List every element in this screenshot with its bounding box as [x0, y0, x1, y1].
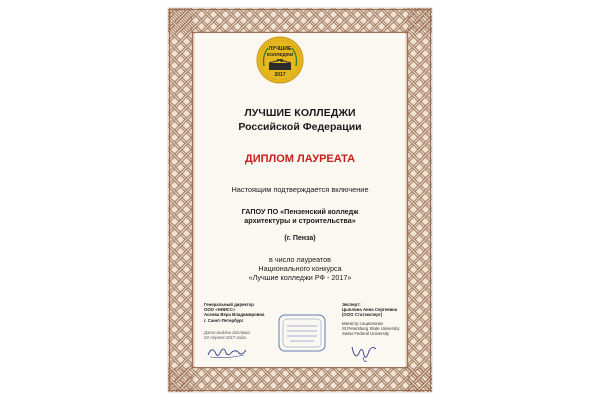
- expert-block: [342, 302, 422, 318]
- expert-degree: Магистр социологии: [342, 321, 383, 326]
- title-line1: ЛУЧШИЕ КОЛЛЕДЖИ: [244, 107, 356, 119]
- diploma-sheet: [168, 8, 432, 392]
- director-city: г. Санкт-Петербург: [204, 317, 244, 323]
- stamp-icon: [277, 313, 327, 353]
- emblem-year: 2017: [274, 72, 286, 78]
- expert-label: Эксперт:: [342, 302, 361, 307]
- best-colleges-emblem-icon: [256, 36, 304, 84]
- title-line2: Российской Федерации: [238, 121, 362, 133]
- diploma-heading: ДИПЛОМ ЛАУРЕАТА: [244, 153, 356, 165]
- expert-university2: Swiss Federal University: [342, 331, 390, 337]
- director-signature-icon: [206, 343, 248, 361]
- org-name-line1: ГАПОУ ПО «Пензенский колледж: [241, 207, 359, 216]
- among-line2: Национального конкурса: [258, 264, 342, 273]
- emblem-line1: ЛУЧШИЕ: [268, 46, 292, 52]
- org-city: (г. Пенза): [284, 235, 316, 242]
- org-name-line2: архитектуры и строительства»: [244, 216, 356, 225]
- director-company: ООО «НИИСС»: [204, 307, 236, 313]
- contest-name: «Лучшие колледжи РФ - 2017»: [248, 273, 352, 282]
- among-line1: в число лауреатов: [269, 255, 331, 264]
- expert-credentials: [342, 321, 432, 337]
- expert-signature-icon: [349, 341, 379, 365]
- expert-company: (ООО Статэксперт): [342, 312, 383, 318]
- director-title: Генеральный директор: [204, 302, 254, 307]
- emblem-line3: РФ: [276, 58, 284, 63]
- director-block: [204, 302, 284, 323]
- expert-university1: St.Petersburg State University: [342, 326, 400, 332]
- confirm-text: Настоящим подтверждается включение: [231, 185, 369, 194]
- expert-name: Цыплина Анна Сергеевна: [342, 307, 398, 313]
- director-name: Асеева Вера Владимировна: [204, 312, 265, 318]
- issue-date-block: [204, 330, 274, 340]
- issue-date-value: 03 Апреля 2017 года.: [204, 335, 247, 341]
- emblem-line2: КОЛЛЕДЖИ: [266, 52, 294, 57]
- issue-date-label: Дата выдачи диплома:: [204, 330, 251, 335]
